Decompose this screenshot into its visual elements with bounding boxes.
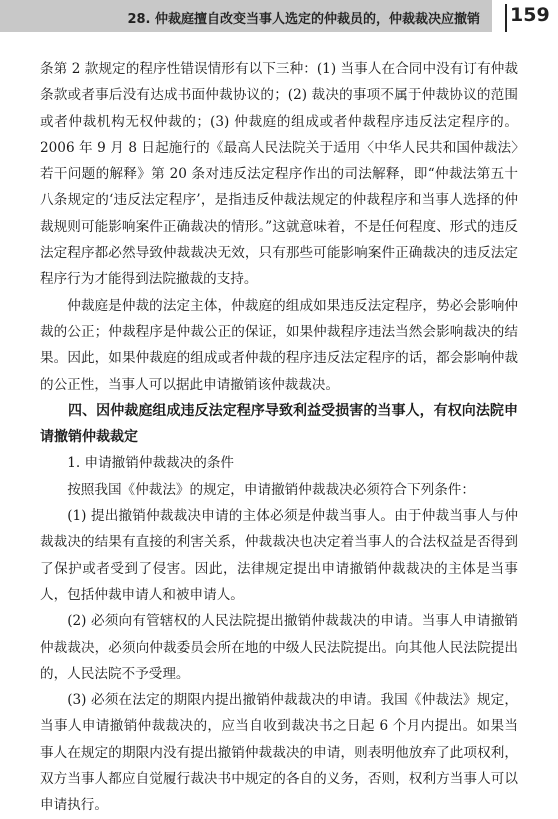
page-number: 159: [510, 4, 550, 26]
running-title: 28. 仲裁庭擅自改变当事人选定的仲裁员的，仲裁裁决应撤销: [127, 12, 480, 27]
paragraph: 条第 2 款规定的程序性错误情形有以下三种：(1) 当事人在合同中没有订有仲裁条款或者事后没有达成书面仲裁协议的；(2) 裁决的事项不属于仲裁协议的范围或者仲裁机构无权仲裁的；(3) 仲裁庭的组成或者仲裁程序违反法定程序的。2006 年 9 月 8 日起施行的《最高人民法院关于适用〈中华人民共和国仲裁法〉若干问题的解释》第 20 条对违反法定程序作出的司法解释，即“仲裁法第五十八条规定的‘违反法定程序’，是指违反仲裁法规定的仲裁程序和当事人选择的仲裁规则可能影响案件正确裁决的情形。”这就意味着，不是任何程度、形式的违反法定程序都必然导致仲裁裁决无效，只有那些可能影响案件正确裁决的违反法定程序行为才能得到法院撤裁的支持。: [40, 61, 518, 288]
paragraph: 按照我国《仲裁法》的规定，申请撤销仲裁裁决必须符合下列条件：: [67, 481, 475, 498]
page-body: [40, 56, 518, 819]
list-item: (2) 必须向有管辖权的人民法院提出撤销仲裁裁决的申请。当事人申请撤销仲裁裁决，必须向仲裁委员会所在地的中级人民法院提出。向其他人民法院提出的，人民法院不予受理。: [40, 613, 518, 682]
list-item: (1) 提出撤销仲裁裁决申请的主体必须是仲裁当事人。由于仲裁当事人与仲裁裁决的结果有直接的利害关系，仲裁裁决也决定着当事人的合法权益是否得到了保护或者受到了侵害。因此，法律规定提出申请撤销仲裁裁决的主体是当事人，包括仲裁申请人和被申请人。: [40, 508, 518, 603]
paragraph: 仲裁庭是仲裁的法定主体，仲裁庭的组成如果违反法定程序，势必会影响仲裁的公正；仲裁程序是仲裁公正的保证，如果仲裁程序违法当然会影响裁决的结果。因此，如果仲裁庭的组成或者仲裁的程序违反法定程序的话，都会影响仲裁的公正性，当事人可以据此申请撤销该仲裁裁决。: [40, 297, 518, 393]
header-divider: [505, 4, 507, 32]
list-item: (3) 必须在法定的期限内提出撤销仲裁裁决的申请。我国《仲裁法》规定，当事人申请撤销仲裁裁决的，应当自收到裁决书之日起 6 个月内提出。如果当事人在规定的期限内没有提出撤销仲裁裁决的申请，则表明他放弃了此项权利，双方当事人都应自觉履行裁决书中规定的各自的义务，否则，权利方当事人可以申请执行。: [40, 692, 518, 814]
subsection-heading: 1. 申请撤销仲裁裁决的条件: [67, 455, 235, 472]
section-heading: 四、因仲裁庭组成违反法定程序导致利益受损害的当事人，有权向法院申请撤销仲裁裁定: [40, 402, 518, 446]
page-header: [0, 0, 558, 40]
